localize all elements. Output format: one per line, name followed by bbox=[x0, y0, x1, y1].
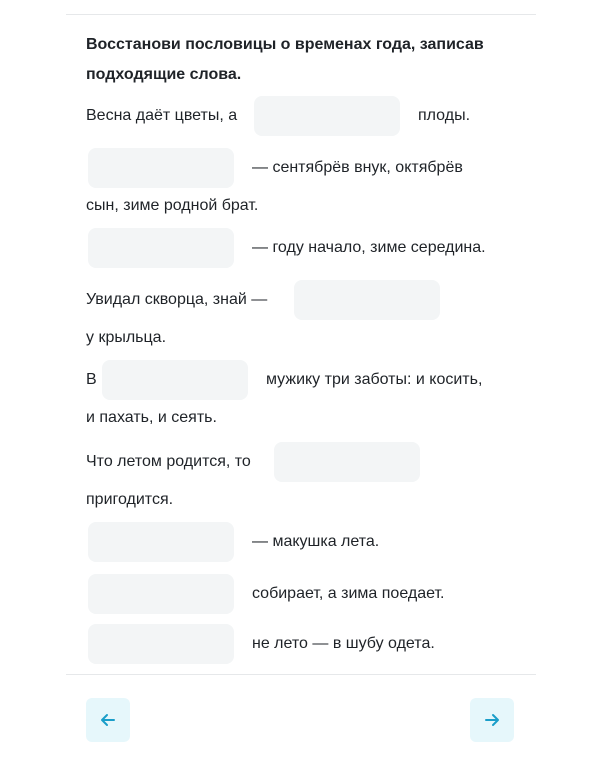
proverb-4-text-line2: у крыльца. bbox=[86, 329, 167, 346]
answer-input-1[interactable] bbox=[254, 96, 400, 136]
proverb-4-text-before: Увидал скворца, знай — bbox=[86, 291, 268, 308]
proverb-2-text-line2: сын, зиме родной брат. bbox=[86, 197, 259, 214]
answer-input-7[interactable] bbox=[88, 522, 234, 562]
proverb-2-text-after: — сентябрёв внук, октябрёв bbox=[252, 159, 463, 176]
answer-input-2[interactable] bbox=[88, 148, 234, 188]
answer-input-5[interactable] bbox=[102, 360, 248, 400]
proverb-6-text-before: Что летом родится, то bbox=[86, 453, 251, 470]
answer-input-4[interactable] bbox=[294, 280, 440, 320]
answer-input-6[interactable] bbox=[274, 442, 420, 482]
answer-input-9[interactable] bbox=[88, 624, 234, 664]
previous-button[interactable] bbox=[86, 698, 130, 742]
answer-input-8[interactable] bbox=[88, 574, 234, 614]
proverb-6-text-line2: пригодится. bbox=[86, 491, 174, 508]
proverb-1-text-after: плоды. bbox=[418, 107, 471, 124]
task-title: Восстанови пословицы о временах года, записав подходящие слова. bbox=[86, 36, 484, 83]
proverb-1-text-before: Весна даёт цветы, а bbox=[86, 107, 238, 124]
proverb-3-text-after: — году начало, зиме середина. bbox=[252, 239, 486, 256]
proverb-5-text-before: В bbox=[86, 371, 97, 388]
next-button[interactable] bbox=[470, 698, 514, 742]
bottom-divider bbox=[66, 674, 536, 675]
proverb-9-text-after: не лето — в шубу одета. bbox=[252, 635, 435, 652]
top-divider bbox=[66, 14, 536, 15]
proverb-7-text-after: — макушка лета. bbox=[252, 533, 380, 550]
answer-input-3[interactable] bbox=[88, 228, 234, 268]
proverb-5-text-after: мужику три заботы: и косить, bbox=[266, 371, 483, 388]
proverb-8-text-after: собирает, а зима поедает. bbox=[252, 585, 445, 602]
arrow-right-icon bbox=[483, 711, 501, 729]
proverb-5-text-line2: и пахать, и сеять. bbox=[86, 409, 217, 426]
arrow-left-icon bbox=[99, 711, 117, 729]
